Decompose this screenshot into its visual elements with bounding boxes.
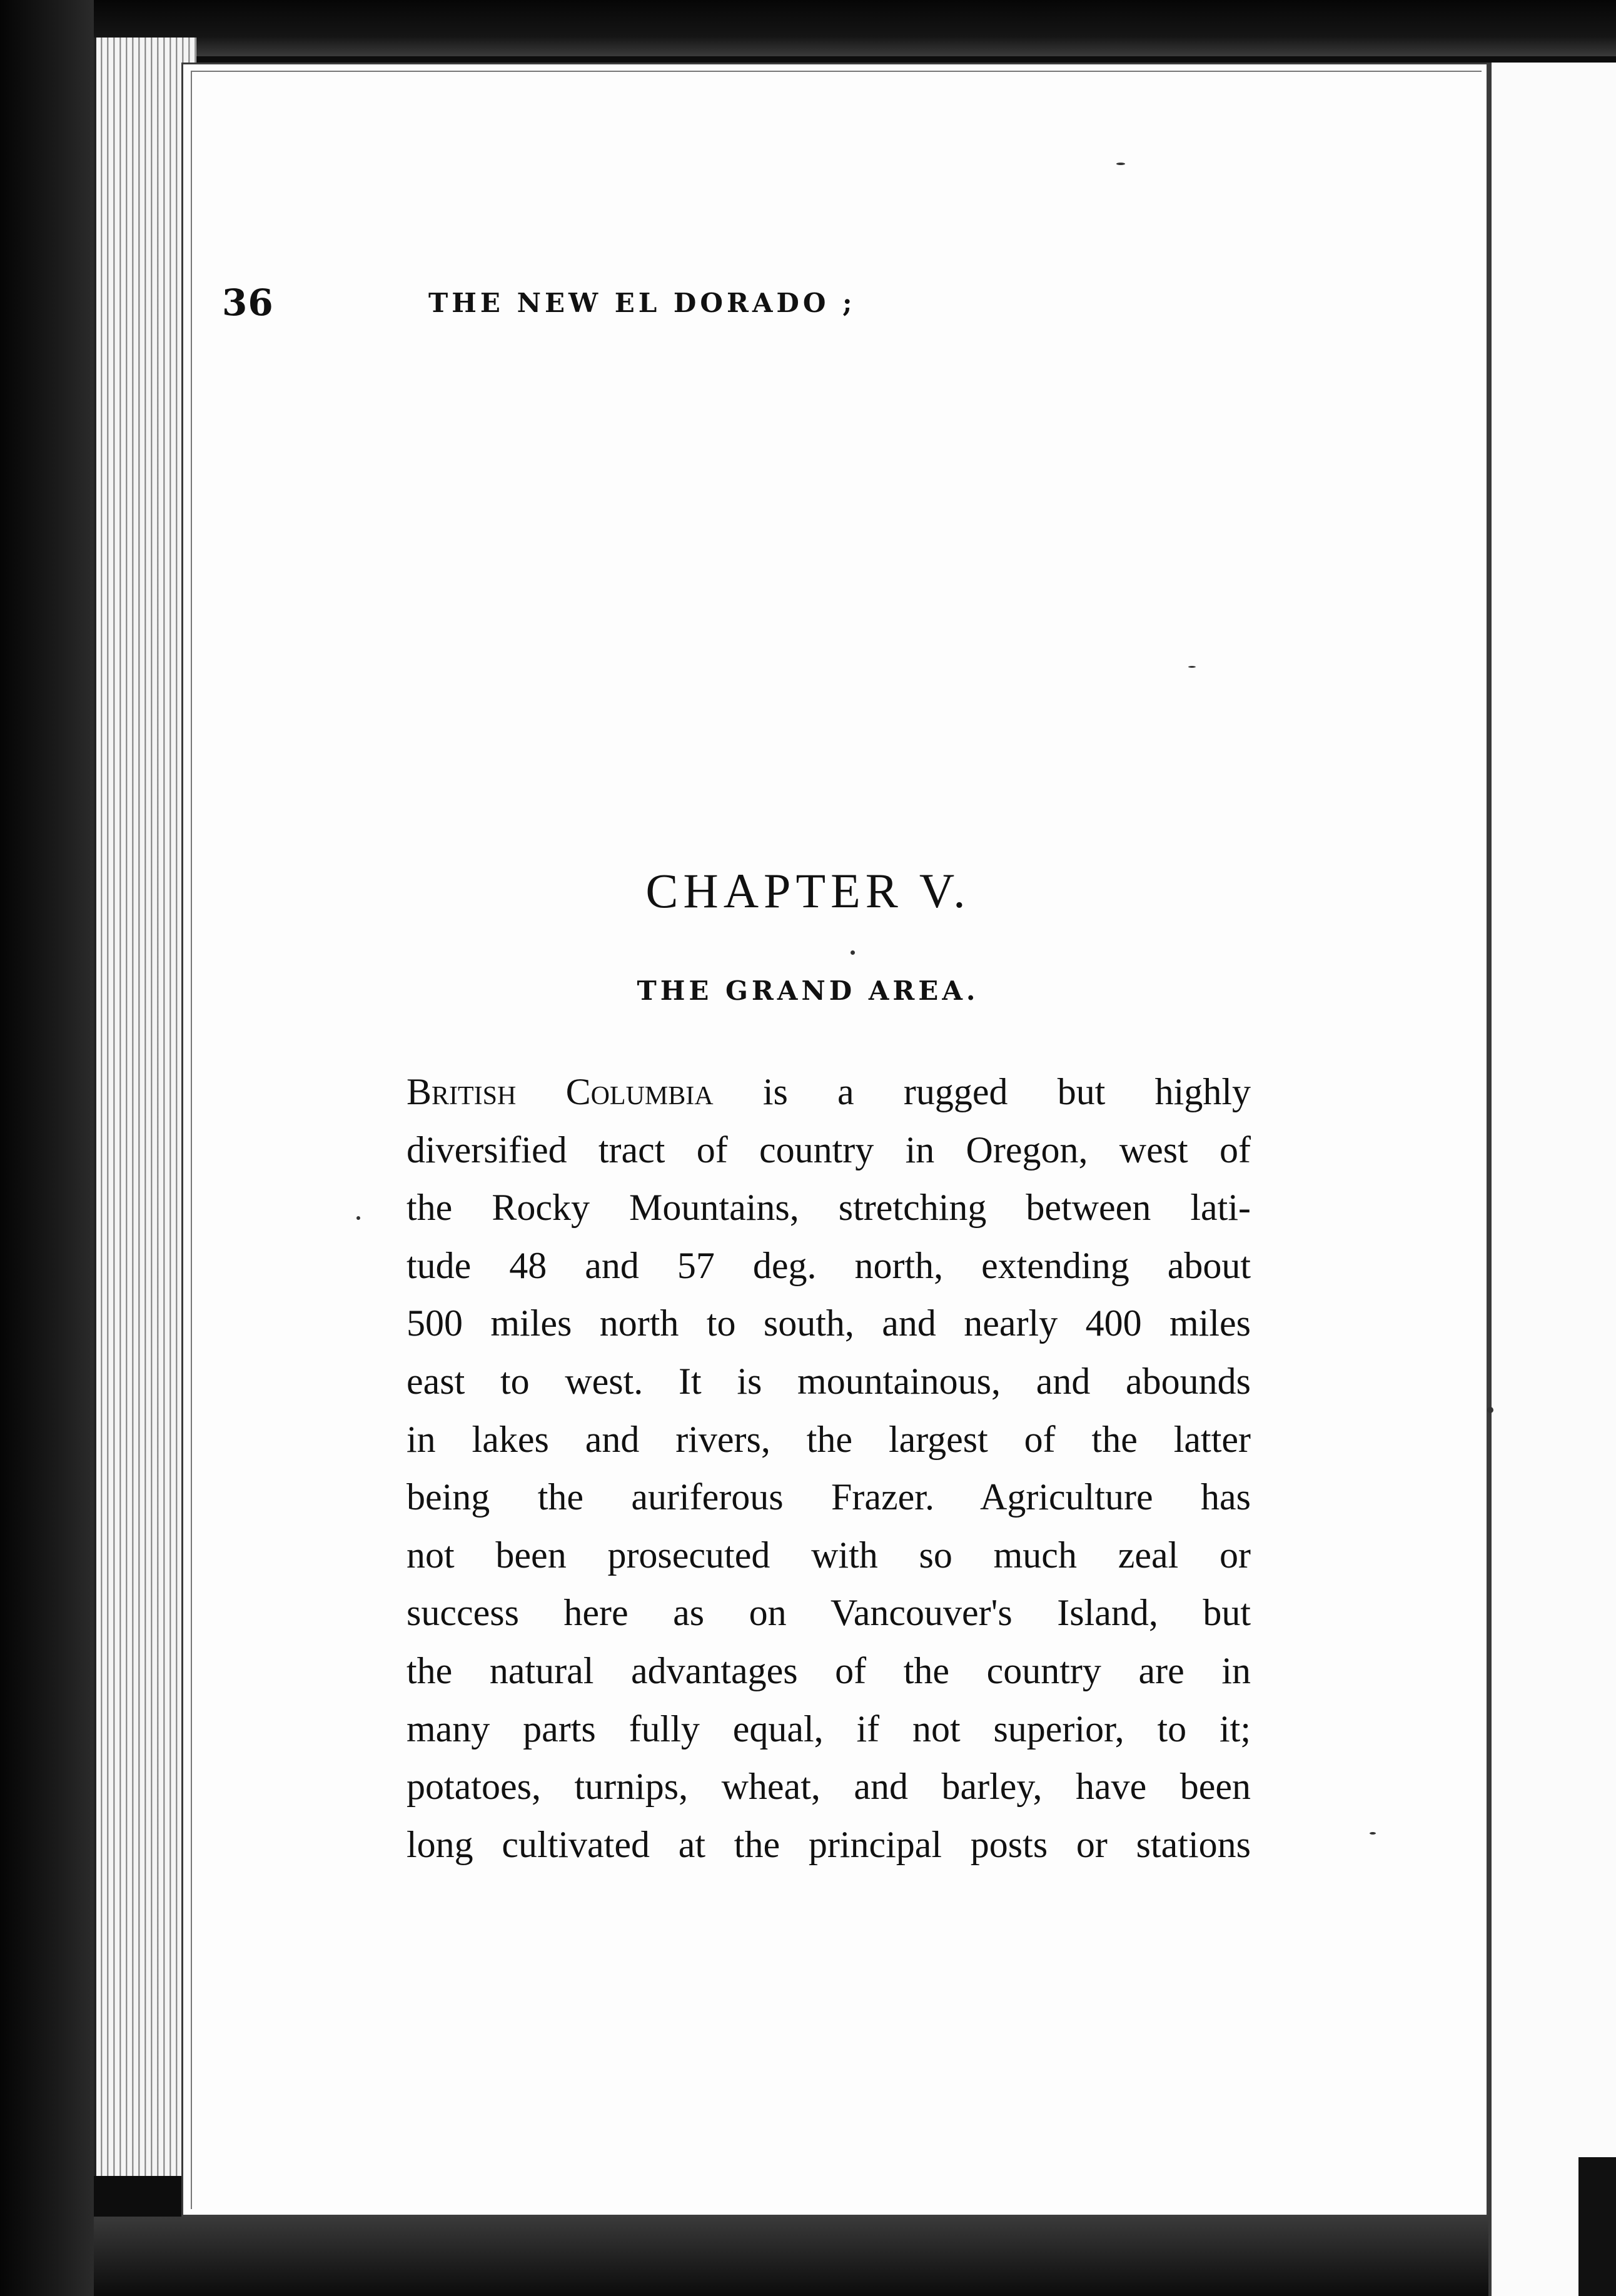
text-line: east to west. It is mountainous, and abounds: [407, 1360, 1251, 1402]
speck: [356, 1216, 360, 1220]
text-line: diversified tract of country in Oregon, west of: [407, 1129, 1251, 1171]
text-line: potatoes, turnips, wheat, and barley, have been: [407, 1766, 1251, 1808]
page-number: 36: [222, 281, 274, 324]
chapter-title: CHAPTER V.: [645, 864, 971, 918]
text-line: being the auriferous Frazer. Agriculture has: [407, 1476, 1251, 1518]
text-line: [407, 1063, 1251, 1121]
book-binding: [0, 0, 94, 2296]
speck: [1188, 666, 1196, 668]
bottom-edge-shadow: [94, 2217, 1488, 2296]
speck: [1487, 1407, 1493, 1413]
lead-smallcaps: British Columbia: [407, 1071, 714, 1112]
running-title: THE NEW EL DORADO ;: [428, 288, 856, 318]
corner-shadow: [1578, 2157, 1616, 2296]
text-line: many parts fully equal, if not superior, to it;: [407, 1708, 1251, 1750]
speck: [1370, 1832, 1376, 1835]
text-line: success here as on Vancouver's Island, but: [407, 1592, 1251, 1634]
text-line: the Rocky Mountains, stretching between lati-: [407, 1187, 1251, 1229]
text-line: in lakes and rivers, the largest of the latter: [407, 1418, 1251, 1460]
text-line: long cultivated at the principal posts or stations: [407, 1823, 1251, 1865]
speck: [851, 950, 855, 955]
top-edge-shadow: [94, 0, 1616, 56]
running-head: [222, 281, 1160, 350]
text-line: the natural advantages of the country are in: [407, 1649, 1251, 1691]
text-line: not been prosecuted with so much zeal or: [407, 1534, 1251, 1576]
text-line: 500 miles north to south, and nearly 400 miles: [407, 1302, 1251, 1344]
text-line-rest: is a rugged but highly: [713, 1071, 1251, 1112]
chapter-subtitle: THE GRAND AREA.: [637, 975, 979, 1006]
text-line: tude 48 and 57 deg. north, extending about: [407, 1244, 1251, 1286]
body-paragraph: [407, 1063, 1251, 1873]
speck: [1116, 163, 1125, 165]
facing-page-edge: [1488, 63, 1616, 2296]
